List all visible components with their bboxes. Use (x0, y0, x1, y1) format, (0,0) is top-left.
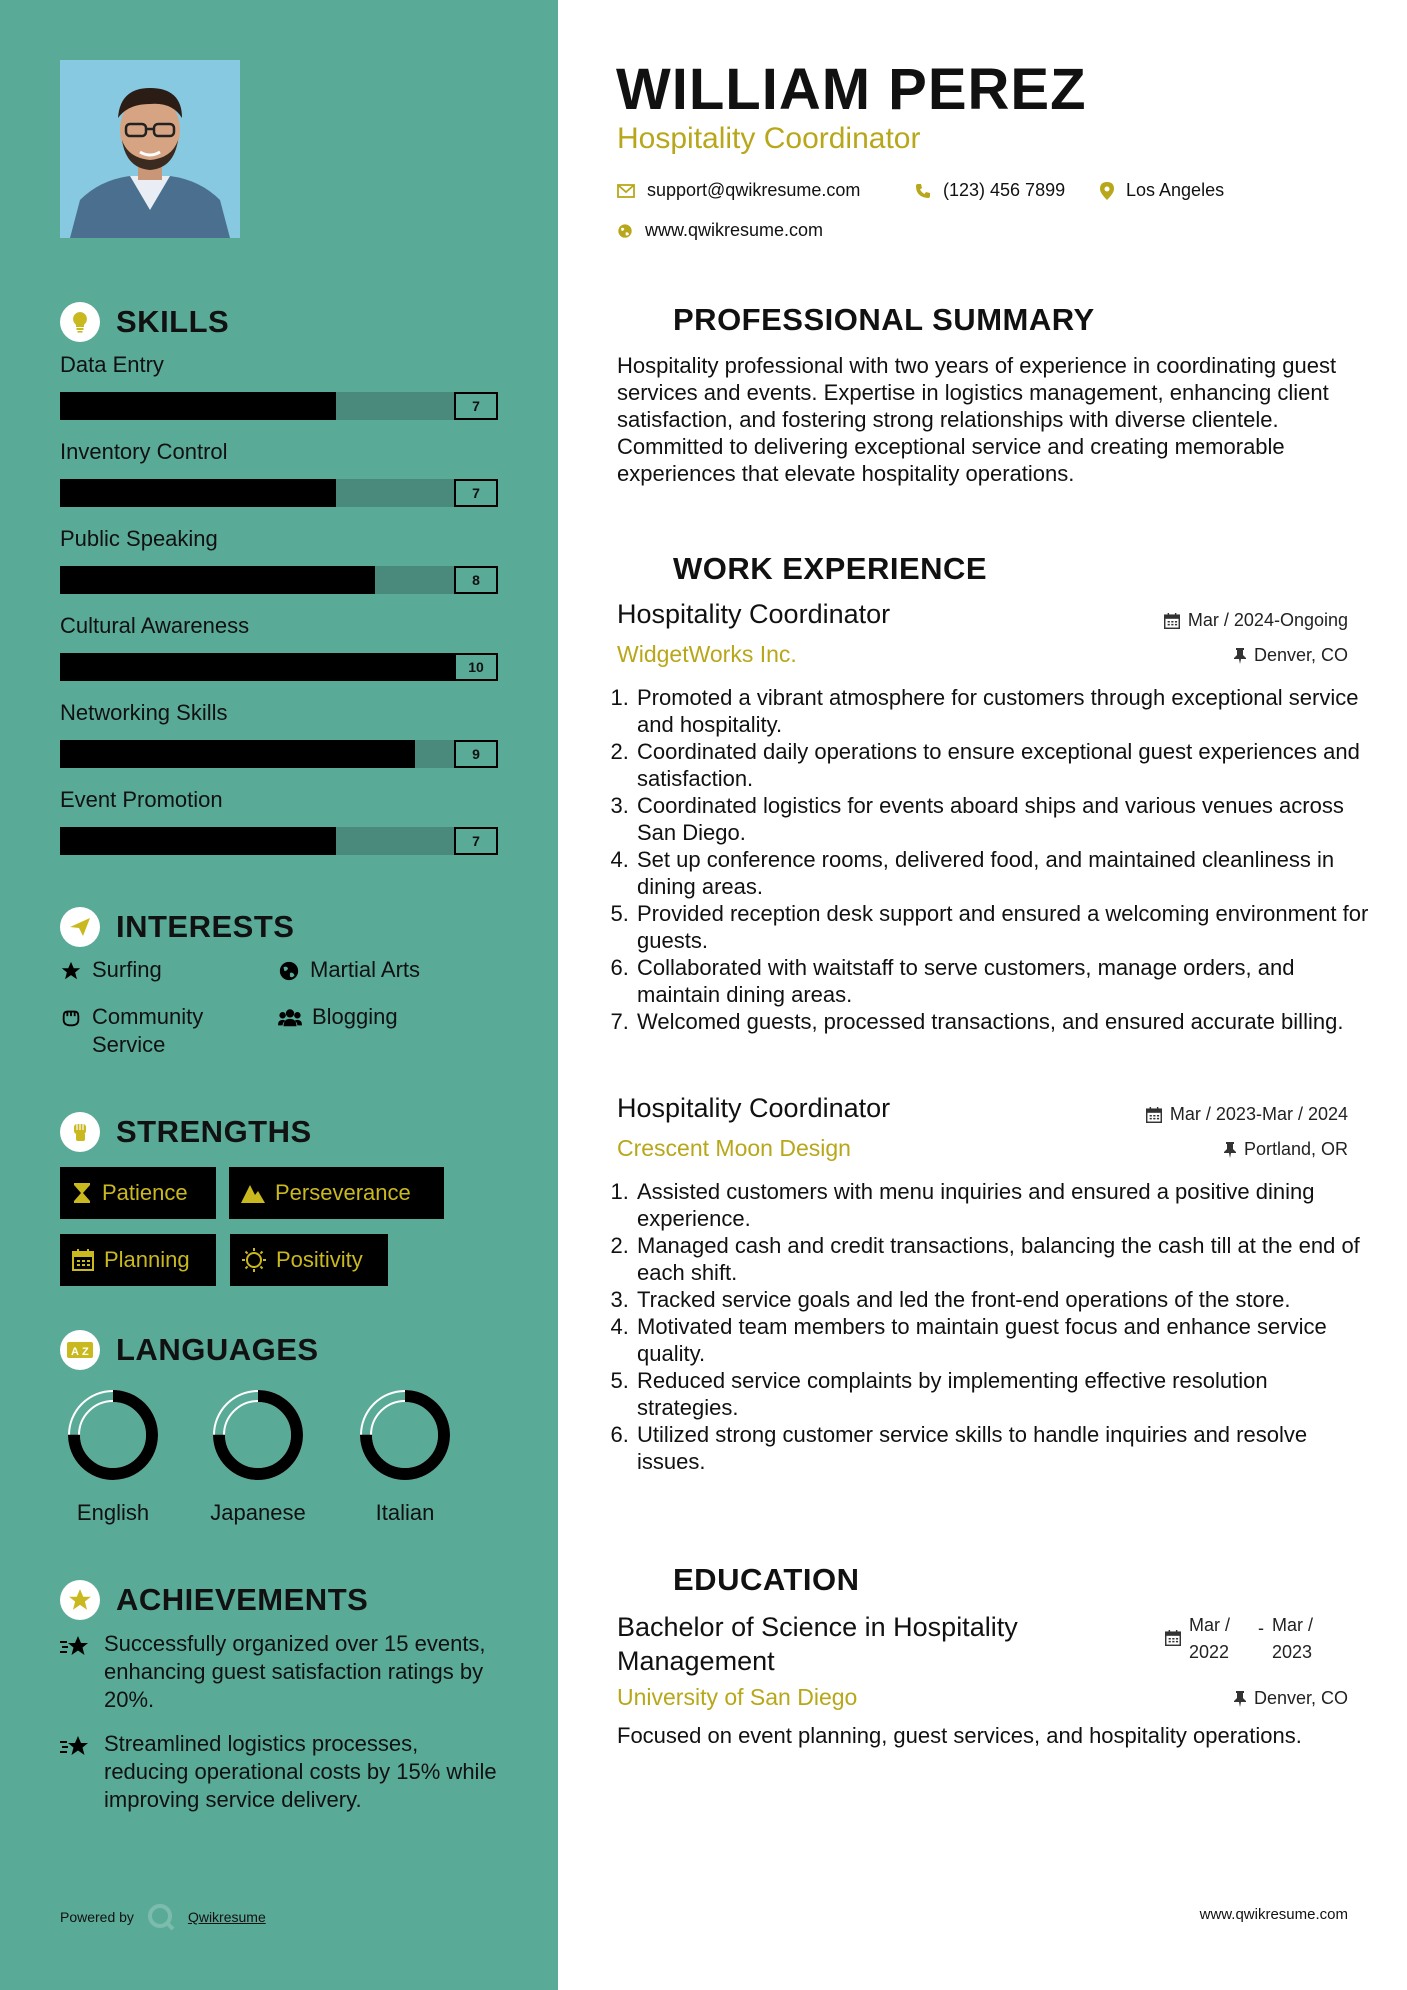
svg-text:A: A (71, 1346, 80, 1358)
education-location (1234, 1688, 1348, 1709)
summary-text: Hospitality professional with two years of experience in coordinating guest services and events. Expertise in logistics management, enhancing client satisfaction, and fostering strong relationships with diverse clientele. Committed to delivering exceptional service and creating memorable experiences that elevate hospitality operations. (617, 353, 1337, 486)
strength-label: Patience (102, 1180, 188, 1205)
achievement-item (60, 1630, 500, 1714)
languages-title: LANGUAGES (116, 1332, 319, 1367)
fist-icon (60, 1112, 100, 1152)
qwikresume-logo-icon (146, 1902, 176, 1932)
powered-by (60, 1902, 266, 1932)
skills-title: SKILLS (116, 304, 230, 339)
skill-label: Public Speaking (60, 526, 218, 551)
powered-by-label: Powered by (60, 1909, 134, 1925)
candidate-role: Hospitality Coordinator (617, 122, 921, 155)
start-month: Mar / (1189, 1615, 1231, 1635)
sidebar (0, 0, 558, 1990)
job-bullet: 5. Reduced service complaints by implementing effective resolution strategies. (635, 1367, 1375, 1421)
job-title: Hospitality Coordinator (617, 1093, 891, 1123)
footer-url[interactable]: www.qwikresume.com (1199, 1906, 1348, 1923)
interest-label: Community Service (92, 1004, 204, 1057)
skill-label: Networking Skills (60, 700, 228, 725)
skill-bar-fill (60, 479, 336, 507)
contact-website (617, 220, 823, 241)
end-month: Mar / (1272, 1615, 1314, 1635)
skill-label: Event Promotion (60, 787, 223, 812)
job-bullet: 5. Provided reception desk support and ensured a welcoming environment for guests. (635, 900, 1375, 954)
profile-photo (60, 60, 240, 238)
degree-title: Bachelor of Science in Hospitality Management (617, 1612, 1018, 1676)
education-end (1272, 1612, 1313, 1666)
skill-level: 7 (454, 479, 498, 507)
achievement-item (60, 1730, 500, 1814)
strength-tag (60, 1234, 216, 1286)
contact-location (1100, 180, 1224, 201)
job-bullet: 7. Welcomed guests, processed transactions, and ensured accurate billing. (635, 1008, 1375, 1035)
experience-heading (617, 549, 987, 589)
star-badge-icon (60, 1580, 100, 1620)
sun-icon (242, 1248, 266, 1272)
job-bullet: 4. Set up conference rooms, delivered food, and maintained cleanliness in dining areas. (635, 846, 1375, 900)
office-chair-icon (617, 549, 657, 589)
interest-label: Surfing (92, 957, 162, 982)
job-dates-text: Mar / 2024-Ongoing (1187, 610, 1348, 630)
job-location-text: Denver, CO (1253, 645, 1348, 665)
language-ring (355, 1385, 455, 1490)
experience-title: WORK EXPERIENCE (673, 551, 988, 586)
pushpin-icon (1224, 1142, 1236, 1158)
education-dates (1165, 1612, 1313, 1666)
globe-icon (617, 223, 633, 239)
skill-bar-fill (60, 392, 336, 420)
skill-bar-fill (60, 740, 415, 768)
skill-bar (60, 566, 498, 594)
envelope-icon (617, 184, 635, 198)
education-start (1189, 1612, 1230, 1666)
strength-label: Planning (104, 1247, 190, 1272)
hand-icon (60, 1007, 82, 1029)
job-bullet: 3. Tracked service goals and led the front-end operations of the store. (635, 1286, 1375, 1313)
phone-icon (915, 183, 931, 199)
job-dates (1146, 1104, 1348, 1125)
user-icon (617, 300, 657, 340)
email-text[interactable]: support@qwikresume.com (647, 180, 861, 200)
interest-label: Blogging (312, 1004, 398, 1029)
calendar-icon (1164, 613, 1180, 629)
job-company: WidgetWorks Inc. (617, 641, 797, 667)
calendar-icon (1165, 1630, 1181, 1646)
phone-text[interactable]: (123) 456 7899 (943, 180, 1066, 200)
strength-tag (229, 1167, 444, 1219)
job-bullet: 3. Coordinated logistics for events aboard ships and various venues across San Diego. (635, 792, 1375, 846)
website-text[interactable]: www.qwikresume.com (645, 220, 824, 240)
contact-email (617, 180, 860, 201)
job-bullet: 6. Utilized strong customer service skills to handle inquiries and resolve issues. (635, 1421, 1375, 1475)
star-icon (60, 1734, 92, 1760)
skill-bar-fill (60, 566, 375, 594)
lightbulb-icon (60, 302, 100, 342)
job-bullet: 1. Assisted customers with menu inquiries and ensured a positive dining experience. (635, 1178, 1375, 1232)
achievement-text: Successfully organized over 15 events, enhancing guest satisfaction ratings by 20%. (104, 1631, 486, 1712)
languages-heading (60, 1330, 319, 1370)
star-icon (60, 1634, 92, 1660)
job-bullets (612, 1178, 1375, 1475)
strengths-heading (60, 1112, 312, 1152)
skill-bar-fill (60, 827, 336, 855)
interest-item (278, 956, 420, 984)
strength-label: Positivity (276, 1247, 363, 1272)
skill-level: 9 (454, 740, 498, 768)
school-name: University of San Diego (617, 1684, 858, 1710)
translate-icon (60, 1330, 100, 1370)
interest-item (278, 1003, 398, 1031)
job-bullet: 2. Managed cash and credit transactions, balancing the cash till at the end of each shift. (635, 1232, 1375, 1286)
education-heading (617, 1560, 859, 1600)
pushpin-icon (1234, 1691, 1246, 1707)
summary-title: PROFESSIONAL SUMMARY (673, 302, 1095, 337)
language-label: Italian (375, 1500, 435, 1525)
achievements-title: ACHIEVEMENTS (116, 1582, 369, 1617)
skill-bar (60, 479, 498, 507)
interests-heading (60, 907, 294, 947)
interest-item (60, 1003, 260, 1059)
graduation-cap-icon (617, 1560, 657, 1600)
map-pin-icon (1100, 182, 1114, 200)
strength-tag (230, 1234, 388, 1286)
calendar-icon (72, 1249, 94, 1271)
strength-label: Perseverance (275, 1180, 411, 1205)
job-bullet: 6. Collaborated with waitstaff to serve customers, manage orders, and maintain dining areas. (635, 954, 1375, 1008)
job-bullet: 1. Promoted a vibrant atmosphere for customers through exceptional service and hospitality. (635, 684, 1375, 738)
interests-title: INTERESTS (116, 909, 295, 944)
contact-phone (915, 180, 1065, 201)
language-label: English (76, 1500, 150, 1525)
job-bullet: 2. Coordinated daily operations to ensure exceptional guest experiences and satisfaction. (635, 738, 1375, 792)
summary-heading (617, 300, 1095, 340)
svg-text:Z: Z (82, 1346, 90, 1358)
skills-heading (60, 302, 229, 342)
job-company: Crescent Moon Design (617, 1135, 851, 1161)
skill-label: Inventory Control (60, 439, 228, 464)
skill-label: Cultural Awareness (60, 613, 250, 638)
job-bullets (612, 684, 1375, 1035)
pushpin-icon (1234, 648, 1246, 664)
interest-item (60, 956, 162, 984)
language-label: Japanese (210, 1500, 306, 1525)
job-location (1224, 1139, 1348, 1160)
skill-bar-fill (60, 653, 454, 681)
language-ring (63, 1385, 163, 1490)
date-separator: - (1258, 1618, 1265, 1638)
hourglass-icon (72, 1182, 92, 1204)
job-dates-text: Mar / 2023-Mar / 2024 (1169, 1104, 1348, 1124)
job-location-text: Portland, OR (1243, 1139, 1348, 1159)
start-year: 2022 (1189, 1642, 1230, 1662)
skill-bar (60, 653, 498, 681)
skill-level: 8 (454, 566, 498, 594)
paper-plane-icon (60, 907, 100, 947)
education-description: Focused on event planning, guest services, and hospitality operations. (617, 1723, 1302, 1748)
job-bullet: 4. Motivated team members to maintain guest focus and enhance service quality. (635, 1313, 1375, 1367)
mountain-icon (241, 1183, 265, 1203)
skill-label: Data Entry (60, 352, 164, 377)
achievement-text: Streamlined logistics processes, reducing operational costs by 15% while improving service delivery. (104, 1731, 497, 1812)
qwikresume-link[interactable]: Qwikresume (187, 1909, 266, 1925)
star-icon (60, 960, 82, 982)
language-ring (208, 1385, 308, 1490)
skill-level: 7 (454, 827, 498, 855)
strengths-title: STRENGTHS (116, 1114, 312, 1149)
job-location (1234, 645, 1348, 666)
education-location-text: Denver, CO (1253, 1688, 1348, 1708)
skill-level: 10 (454, 653, 498, 681)
job-dates (1164, 610, 1348, 631)
location-text: Los Angeles (1126, 180, 1225, 200)
strength-tag (60, 1167, 216, 1219)
users-icon (278, 1007, 302, 1029)
education-title: EDUCATION (673, 1562, 860, 1597)
achievements-heading (60, 1580, 368, 1620)
skill-bar (60, 740, 498, 768)
skill-bar (60, 827, 498, 855)
end-year: 2023 (1272, 1642, 1313, 1662)
globe-icon (278, 960, 300, 982)
calendar-icon (1146, 1107, 1162, 1123)
interest-label: Martial Arts (310, 957, 421, 982)
candidate-name: WILLIAM PEREZ (616, 57, 1087, 122)
job-title: Hospitality Coordinator (617, 599, 891, 629)
skill-bar (60, 392, 498, 420)
skill-level: 7 (454, 392, 498, 420)
